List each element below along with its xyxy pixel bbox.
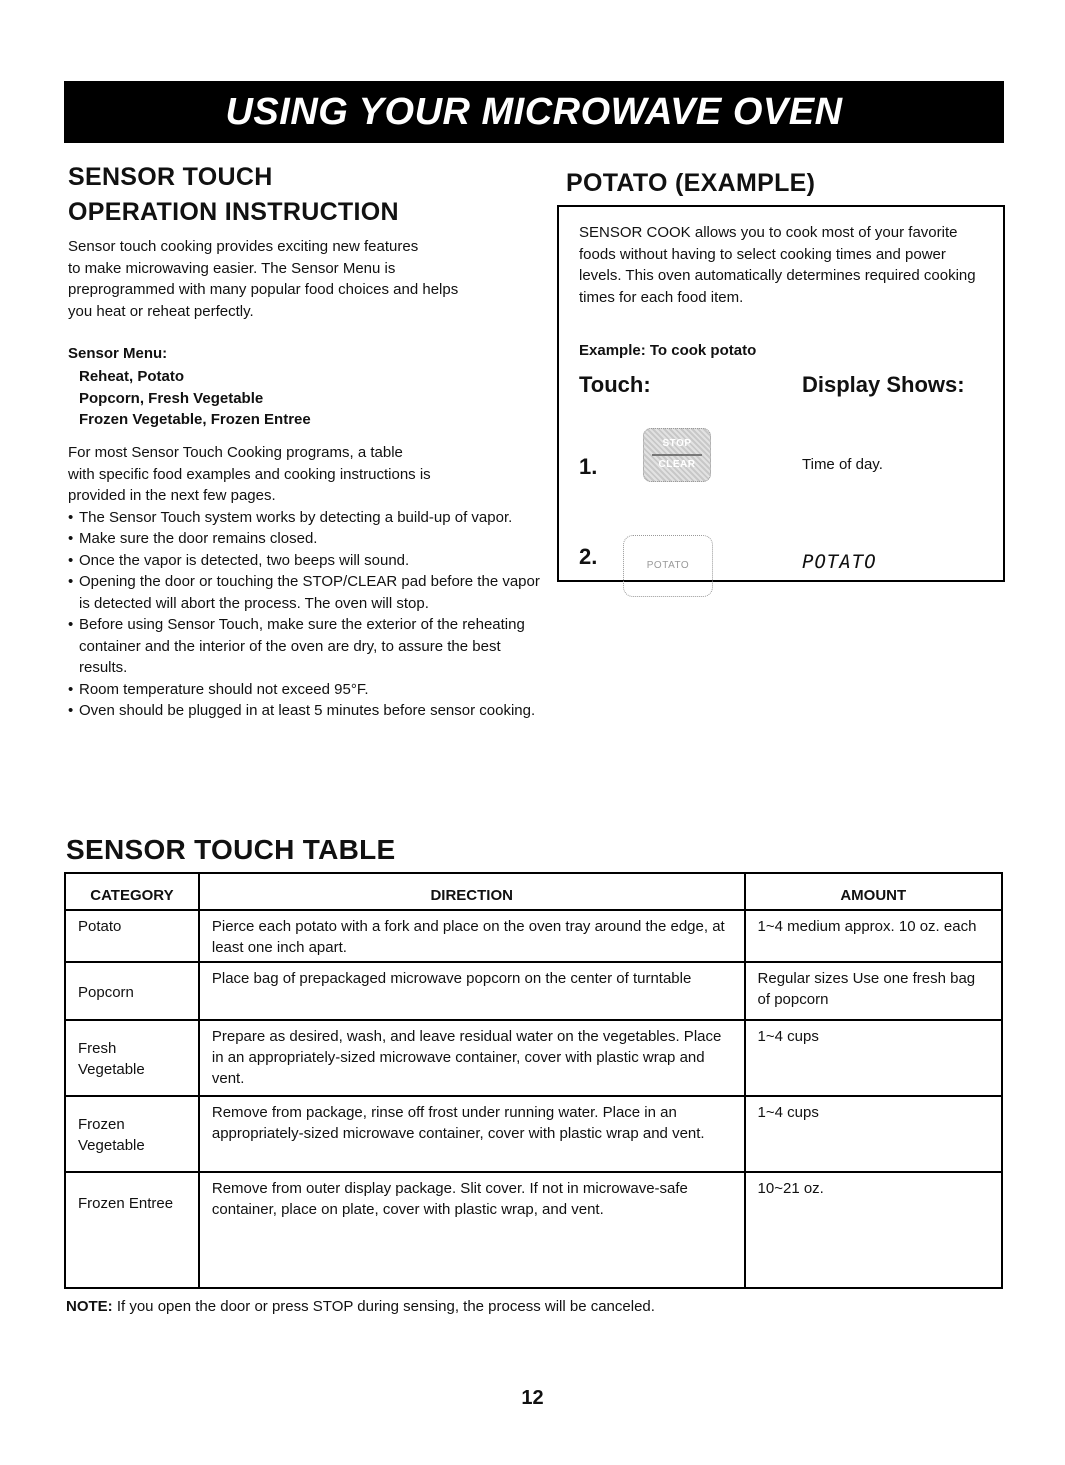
body-line: For most Sensor Touch Cooking programs, a table [68,444,403,461]
example-label: Example: To cook potato [579,342,757,359]
intro-line: preprogrammed with many popular food choices and helps [68,281,459,298]
category-cell: Popcorn [65,962,199,1020]
category-cell: Potato [65,910,199,962]
display-text-time-of-day: Time of day. [802,456,883,473]
intro-line: you heat or reheat perfectly. [68,302,254,320]
bullet-item: • Once the vapor is detected, two beeps will sound. [68,550,548,572]
intro-line: Sensor touch cooking provides exciting new features [68,238,419,255]
stop-clear-key-icon [643,428,711,482]
table-row [65,962,1002,1020]
body-line: provided in the next few pages. [68,487,276,504]
column-header: DIRECTION [199,873,745,910]
amount-cell: 1~4 cups [745,1020,1002,1096]
section-heading-sensor-touch: SENSOR TOUCH [68,163,273,191]
direction-cell: Remove from outer display package. Slit cover. If not in microwave-safe container, place on plate, cover with plastic wrap, and vent. [199,1172,745,1288]
direction-cell: Prepare as desired, wash, and leave residual water on the vegetables. Place in an appropriately-sized microwave container, cover with plastic wrap and vent. [199,1020,745,1096]
bullet-item: • Make sure the door remains closed. [68,528,548,550]
section-heading-potato-example: POTATO (EXAMPLE) [566,169,816,197]
bullet-item: • Room temperature should not exceed 95°F. [68,679,548,701]
category-cell: Frozen Entree [65,1172,199,1288]
body-line: with specific food examples and cooking instructions is [68,465,431,483]
table-header-row [65,873,1002,910]
note-label: NOTE: [66,1298,113,1315]
key-label: CLEAR [658,459,696,470]
bullet-item: • The Sensor Touch system works by detecting a build-up of vapor. [68,507,548,529]
direction-cell: Remove from package, rinse off frost under running water. Place in an appropriately-sized microwave container, cover with plastic wrap and vent. [199,1096,745,1172]
table-row [65,1020,1002,1096]
sensor-menu-title: Sensor Menu: [68,345,168,362]
display-text-potato: POTATO [802,551,877,573]
bullet-item: • Before using Sensor Touch, make sure the exterior of the reheating container and the interior of the oven are dry, to assure the best results. [68,614,548,679]
category-cell: Frozen Vegetable [65,1096,199,1172]
instructions-body [68,442,548,722]
table-row [65,1096,1002,1172]
direction-cell: Pierce each potato with a fork and place on the oven tray around the edge, at least one inch apart. [199,910,745,962]
touch-column-header: Touch: [579,372,651,397]
sensor-menu-item: Popcorn, Fresh Vegetable [79,389,264,407]
key-label: POTATO [646,560,690,571]
intro-paragraph [68,236,548,322]
page-number: 12 [521,1387,544,1409]
instruction-bullets [68,507,548,722]
key-divider [652,454,702,456]
sensor-cook-description: SENSOR COOK allows you to cook most of your favorite foods without having to select cooking times and power levels. This oven automatically determines required cooking times for each food item. [579,224,976,306]
sensor-menu-item: Reheat, Potato [79,368,185,385]
page-banner: USING YOUR MICROWAVE OVEN [64,81,1004,143]
column-header: AMOUNT [745,873,1002,910]
footnote [66,1298,655,1315]
key-label: STOP [662,438,692,449]
amount-cell: 1~4 medium approx. 10 oz. each [745,910,1002,962]
bullet-item: • Opening the door or touching the STOP/CLEAR pad before the vapor is detected will abort the process. The oven will stop. [68,571,548,614]
display-column-header: Display Shows: [802,372,965,397]
amount-cell: 10~21 oz. [745,1172,1002,1288]
section-heading-sensor-touch-table: SENSOR TOUCH TABLE [66,834,396,865]
potato-key-icon [623,535,713,597]
note-text: If you open the door or press STOP during sensing, the process will be canceled. [112,1298,655,1315]
column-header: CATEGORY [65,873,199,910]
amount-cell: Regular sizes Use one fresh bag of popcorn [745,962,1002,1020]
intro-line: to make microwaving easier. The Sensor Menu is [68,259,396,277]
step-number: 2. [579,544,598,569]
category-cell: Fresh Vegetable [65,1020,199,1096]
sensor-menu-list [79,366,311,431]
sensor-menu-item: Frozen Vegetable, Frozen Entree [79,411,311,428]
bullet-item: • Oven should be plugged in at least 5 minutes before sensor cooking. [68,700,548,722]
potato-example-box [557,205,1005,582]
step-number: 1. [579,454,598,479]
table-row [65,1172,1002,1288]
sensor-touch-table [64,872,1003,1289]
amount-cell: 1~4 cups [745,1096,1002,1172]
table-row [65,910,1002,962]
section-heading-operation-instruction: OPERATION INSTRUCTION [68,198,399,226]
direction-cell: Place bag of prepackaged microwave popcorn on the center of turntable [199,962,745,1020]
